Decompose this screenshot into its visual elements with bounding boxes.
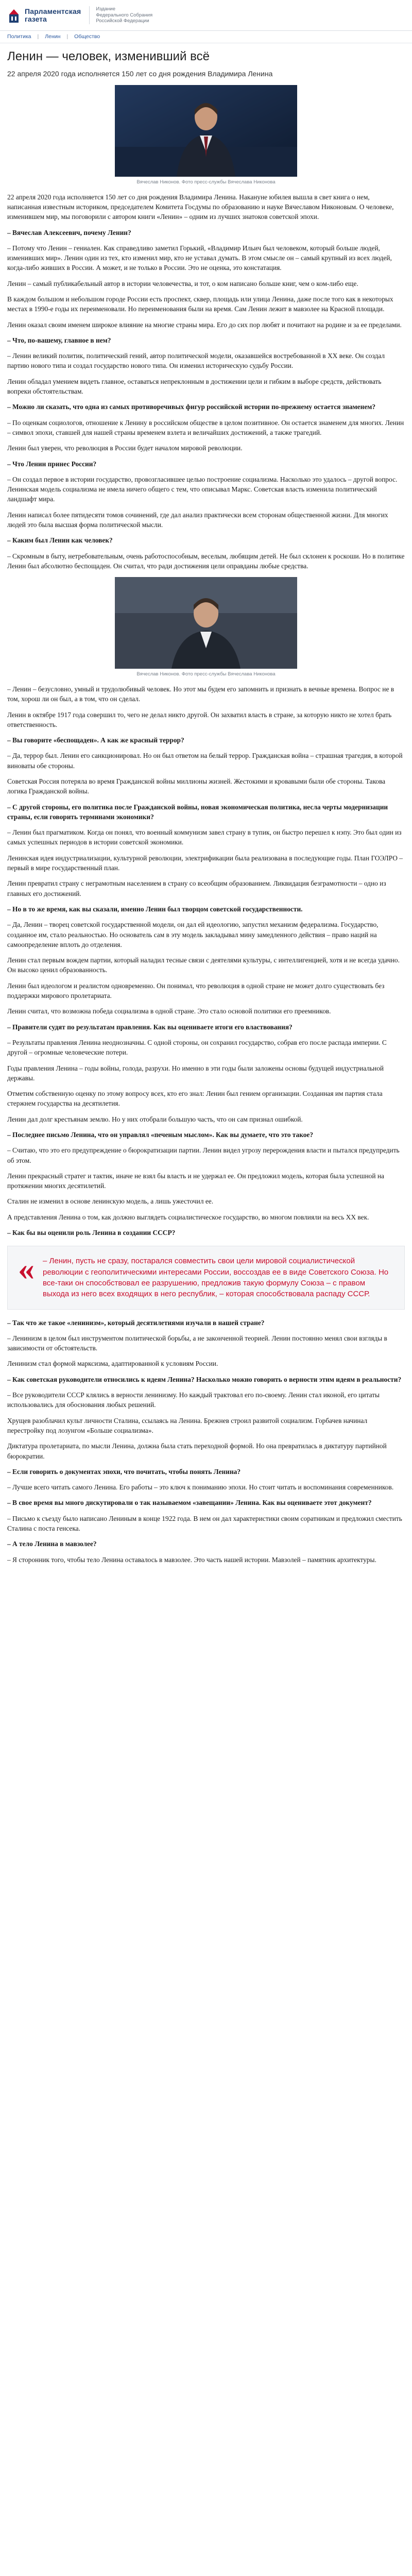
paragraph: Ленин написал более пятидесяти томов сочинений, где дал анализ практически всем сторонам общественной жизни. Для многих людей это была высшая форма политической мысли.: [7, 511, 388, 529]
paragraph: – Лучше всего читать самого Ленина. Его работы – это ключ к пониманию эпохи. Но стоит читать и воспоминания современников.: [7, 1483, 394, 1492]
paragraph: – Письмо к съезду было написано Лениным в конце 1922 года. В нем он дал характеристики своим соратникам и предложил сместить Сталина с поста генсека.: [7, 1514, 402, 1533]
nav-separator: |: [66, 33, 68, 40]
site-subtitle: [89, 6, 152, 25]
paragraph: – Да, террор был. Ленин его санкционировал. Но он был ответом на белый террор. Гражданская война – страшная трагедия, в которой виноваты обе стороны.: [7, 752, 403, 770]
article-photo-2: [115, 577, 297, 669]
site-logo[interactable]: [7, 7, 81, 24]
paragraph: 22 апреля 2020 года исполняется 150 лет со дня рождения Владимира Ленина. Накануне юбилея вышла в свет книга о нем, написанная известным историком, председателем Комитета Госдумы по образованию и науке Вячеславом Никоновым. О человеке, изменившем мир, мы поговорили с автором книги «Ленин» – одним из лучших знатоков советской эпохи.: [7, 193, 394, 221]
paragraph: – Ленин – безусловно, умный и трудолюбивый человек. Но этот мы будем его запомнить и признать в вечные времена. Вопрос не в том, хорош ли он был, а в том, что он сделал.: [7, 685, 394, 703]
photo-caption: Вячеслав Никонов. Фото пресс-службы Вячеслава Никонова: [136, 671, 276, 677]
article-lead: 22 апреля 2020 года исполняется 150 лет со дня рождения Владимира Ленина: [7, 69, 273, 78]
paragraph: – Считаю, что это его предупреждение о бюрократизации партии. Ленин видел угрозу перерождения власти и пытался предупредить об этом.: [7, 1146, 400, 1164]
logo-line2: газета: [25, 14, 47, 23]
paragraph: Ленин – самый публикабельный автор в истории человечества, и тот, о ком написано больше книг, чем о ком-либо еще.: [7, 279, 358, 287]
paragraph: – Результаты правления Ленина неоднозначны. С одной стороны, он сохранил государство, собрав его после распада империи. С другой – огромные человеческие потери.: [7, 1038, 387, 1057]
paragraph: Ленин был идеологом и реалистом одновременно. Он понимал, что революция в одной стране не может долго существовать без поддержки мирового пролетариата.: [7, 981, 385, 1000]
paragraph: Ленин в октябре 1917 года совершил то, чего не делал никто другой. Он захватил власть в стране, за которую никто не хотел брать ответственность.: [7, 710, 392, 728]
paragraph: В каждом большом и небольшом городе России есть проспект, сквер, площадь или улица Ленина, даже после того как в некоторых местах в 1990-е годы их переименовали. Но переименования были на время. Сам Ленин лежит в мавзолее на Красной площади.: [7, 295, 393, 313]
paragraph: – Я сторонник того, чтобы тело Ленина оставалось в мавзолее. Это часть нашей истории. Мавзолей – памятник архитектуры.: [7, 1555, 376, 1564]
paragraph: – Ленинизм в целом был инструментом политической борьбы, а не законченной теорией. Ленин постоянно менял свои взгляды в зависимости от обстоятельств.: [7, 1334, 387, 1352]
subtitle-line2: Федерального Собрания: [96, 12, 153, 18]
nav-item-society[interactable]: Общество: [74, 33, 100, 40]
interview-question: – Последнее письмо Ленина, что он управлял «печеным мыслом». Как вы думаете, что это такое?: [7, 1131, 314, 1139]
article-title: Ленин — человек, изменивший всё: [7, 49, 210, 63]
paragraph: Отметим собственную оценку по этому вопросу всех, кто его знал: Ленин был гением организации. Созданная им партия стала стержнем государства на десятилетия.: [7, 1090, 383, 1108]
paragraph: Годы правления Ленина – годы войны, голода, разрухи. Но именно в эти годы были заложены основы будущей индустриальной державы.: [7, 1064, 384, 1082]
paragraph: – Он создал первое в истории государство, провозгласившее целью построение социализма. Насколько это удалось – другой вопрос. Ленинская модель социализма не имела ничего общего с тем, что описывал Маркс. Советская власть изменила политический ландшафт мира.: [7, 475, 398, 503]
interview-question: – Что, по-вашему, главное в нем?: [7, 336, 111, 344]
interview-question: – В свое время вы много дискутировали о так называемом «завещании» Ленина. Как вы оцениваете этот документ?: [7, 1499, 372, 1507]
emblem-icon: [7, 7, 21, 24]
paragraph: А представления Ленина о том, как должно выглядеть социалистическое государство, во многом повлияли на весь ХХ век.: [7, 1213, 369, 1221]
paragraph: Ленинская идея индустриализации, культурной революции, электрификации была реализована в последующие годы. План ГОЭЛРО – первый в мире государственный план.: [7, 854, 403, 872]
paragraph: Диктатура пролетариата, по мысли Ленина, должна была стать переходной формой. Но она превратилась в диктатуру партийной бюрократии.: [7, 1442, 387, 1460]
interview-question: – Так что же такое «ленинизм», который десятилетиями изучали в нашей стране?: [7, 1318, 265, 1327]
paragraph: Сталин не изменил в основе ленинскую модель, а лишь ужесточил ее.: [7, 1197, 214, 1206]
paragraph: Ленин был уверен, что революция в России будет началом мировой революции.: [7, 444, 243, 452]
interview-question: – А тело Ленина в мавзолее?: [7, 1540, 97, 1548]
quote-icon: «: [18, 1250, 35, 1287]
paragraph: Ленин считал, что возможна победа социализма в одной стране. Это стало основой политики его преемников.: [7, 1007, 331, 1015]
paragraph: – По оценкам социологов, отношение к Ленину в российском обществе в целом позитивное. Он остается знаменем для многих. Ленин – символ эпохи, ставшей для нашей страны временем взлета и величайших достижений, а также трагедий.: [7, 418, 404, 436]
nav-item-lenin[interactable]: Ленин: [45, 33, 61, 40]
interview-question: – Вячеслав Алексеевич, почему Ленин?: [7, 228, 131, 236]
photo-caption: Вячеслав Никонов. Фото пресс-службы Вячеслава Никонова: [136, 179, 276, 185]
paragraph: Советская Россия потеряла во время Гражданской войны миллионы жизней. Жестокими и кровавыми были обе стороны. Такова логика Гражданской войны.: [7, 777, 386, 795]
paragraph: Хрущев разоблачил культ личности Сталина, ссылаясь на Ленина. Брежнев строил развитой социализм. Горбачев начинал перестройку под лозунгом «Больше социализма».: [7, 1416, 368, 1434]
nav-item-politics[interactable]: Политика: [7, 33, 31, 40]
interview-question: – Вы говорите «беспощаден». А как же красный террор?: [7, 736, 184, 744]
paragraph: Ленин прекрасный стратег и тактик, иначе не взял бы власть и не удержал ее. Он предложил модель, которая была успешной на протяжении многих десятилетий.: [7, 1172, 384, 1190]
nav-separator: |: [37, 33, 39, 40]
section-nav: [0, 31, 412, 43]
paragraph: Ленин превратил страну с неграмотным населением в страну со всеобщим образованием. Ликвидация безграмотности – одно из главных его достижений.: [7, 879, 386, 897]
paragraph: Ленин оказал своим именем широкое влияние на многие страны мира. Его до сих пор любят и почитают на родине и за ее пределами.: [7, 320, 402, 329]
interview-question: – Если говорить о документах эпохи, что почитать, чтобы понять Ленина?: [7, 1467, 241, 1476]
interview-question: – Правители судят по результатам правления. Как вы оцениваете итоги его властвования?: [7, 1023, 293, 1031]
paragraph: – Да, Ленин – творец советской государственной модели, он дал ей идеологию, запустил механизм федерализма. Государство, созданное им, стало реальностью. Но основатель сам в эту модель закладывал мину замедленного действия – право наций на самоопределение вплоть до отделения.: [7, 921, 379, 948]
interview-question: – Каким был Ленин как человек?: [7, 536, 113, 545]
paragraph: Ленин стал первым вождем партии, который наладил тесные связи с деятелями культуры, с интеллигенцией, хотя и не всегда удачно. Он высоко ценил образованность.: [7, 956, 400, 974]
pull-quote-text: – Ленин, пусть не сразу, постарался совместить свои цели мировой социалистической революции с геополитическими интересами России, воссоздав ее в виде Советского Союза. Но все-таки он способствовал ее разрушению, предложив такую формулу Союза – с правом выхода из него всех входящих в него республик, – которая способствовала распаду СССР.: [43, 1257, 389, 1299]
paragraph: – Потому что Ленин – гениален. Как справедливо заметил Горький, «Владимир Ильич был человеком, который больше людей, изменивших мир». Ленин один из тех, кто изменил мир, кто не уставал думать. В этом смысле он – самый крупный из всех людей, когда-либо живших в России. А может, и не только в России. Это не оценка, это констатация.: [7, 244, 392, 272]
paragraph: – Ленин был прагматиком. Когда он понял, что военный коммунизм завел страну в тупик, он быстро перешел к нэпу. Это был один из самых успешных периодов в истории советской экономики.: [7, 828, 402, 846]
paragraph: Ленинизм стал формой марксизма, адаптированной к условиям России.: [7, 1360, 218, 1368]
subtitle-line3: Российской Федерации: [96, 18, 149, 24]
paragraph: – Все руководители СССР клялись в верности ленинизму. Но каждый трактовал его по-своему. Ленин стал иконой, его цитаты использовались для обоснования любых решений.: [7, 1391, 380, 1409]
site-header: [0, 0, 412, 31]
pull-quote: [7, 1246, 405, 1309]
logo-line1: Парламентская: [25, 7, 81, 15]
subtitle-line1: Издание: [96, 6, 115, 12]
paragraph: – Скромным в быту, нетребовательным, очень работоспособным, веселым, любящим детей. Не был склонен к роскоши. Но в политике Ленин был абсолютно беспощаден. Он считал, что ради достижения цели оправданы любые средства.: [7, 552, 405, 570]
article-photo: [115, 85, 297, 177]
interview-question: – Как советская руководители относились к идеям Ленина? Насколько можно говорить о верности этим идеям в реальности?: [7, 1375, 402, 1383]
paragraph: – Ленин великий политик, политический гений, автор политической модели, оказавшейся востребованной в ХХ веке. Он создал партию нового типа и создал государство нового типа. Он изменил историческую судьбу России.: [7, 352, 385, 370]
interview-question: – Что Ленин принес России?: [7, 460, 97, 468]
interview-question: – С другой стороны, его политика после Гражданской войны, новая экономическая политика, несла черты модернизации страны, если говорить терминами экономики?: [7, 803, 388, 821]
paragraph: Ленин обладал умением видеть главное, оставаться непреклонным в достижении цели и гибким в выборе средств, действовать вопреки обстоятельствам.: [7, 377, 382, 396]
article-body: [0, 43, 412, 1565]
interview-question: – Но в то же время, как вы сказали, именно Ленин был творцом советской государственности.: [7, 905, 303, 913]
paragraph: Ленин дал долг крестьянам землю. Но у них отобрали большую часть, что он сам признал ошибкой.: [7, 1115, 303, 1123]
interview-question: – Как бы вы оценили роль Ленина в создании СССР?: [7, 1229, 176, 1237]
interview-question: – Можно ли сказать, что одна из самых противоречивых фигур российской истории по-прежнему остается знаменем?: [7, 403, 376, 411]
